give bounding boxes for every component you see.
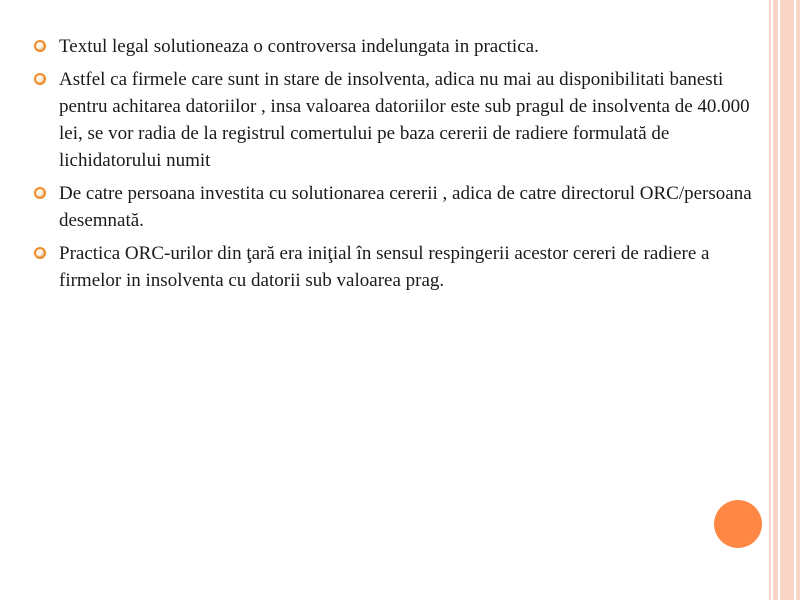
bullet-item bbox=[32, 33, 752, 60]
bullet-icon bbox=[34, 187, 46, 199]
bullet-list bbox=[32, 33, 752, 294]
bullet-item bbox=[32, 240, 752, 294]
bullet-icon bbox=[34, 40, 46, 52]
bullet-icon bbox=[34, 247, 46, 259]
bullet-item bbox=[32, 66, 752, 174]
bullet-text: De catre persoana investita cu solutionarea cererii , adica de catre directorul ORC/persoana desemnată. bbox=[59, 183, 752, 231]
bullet-icon bbox=[34, 73, 46, 85]
bullet-text: Astfel ca firmele care sunt in stare de insolventa, adica nu mai au disponibilitati banesti pentru achitarea datoriilor , insa valoarea datoriilor este sub pragul de insolventa de 40.000 lei, se vor radia de la registrul comertului pe baza cererii de radiere formulată de lichidatorului numit bbox=[59, 69, 750, 171]
stripe bbox=[780, 0, 794, 600]
stripe bbox=[796, 0, 800, 600]
decorative-stripes bbox=[760, 0, 800, 600]
bullet-item bbox=[32, 180, 752, 234]
accent-circle bbox=[714, 500, 762, 548]
bullet-text: Practica ORC-urilor din ţară era iniţial în sensul respingerii acestor cereri de radiere a firmelor in insolventa cu datorii sub valoarea prag. bbox=[59, 243, 710, 291]
bullet-text: Textul legal solutioneaza o controversa indelungata in practica. bbox=[59, 36, 539, 57]
slide-body bbox=[32, 33, 752, 300]
